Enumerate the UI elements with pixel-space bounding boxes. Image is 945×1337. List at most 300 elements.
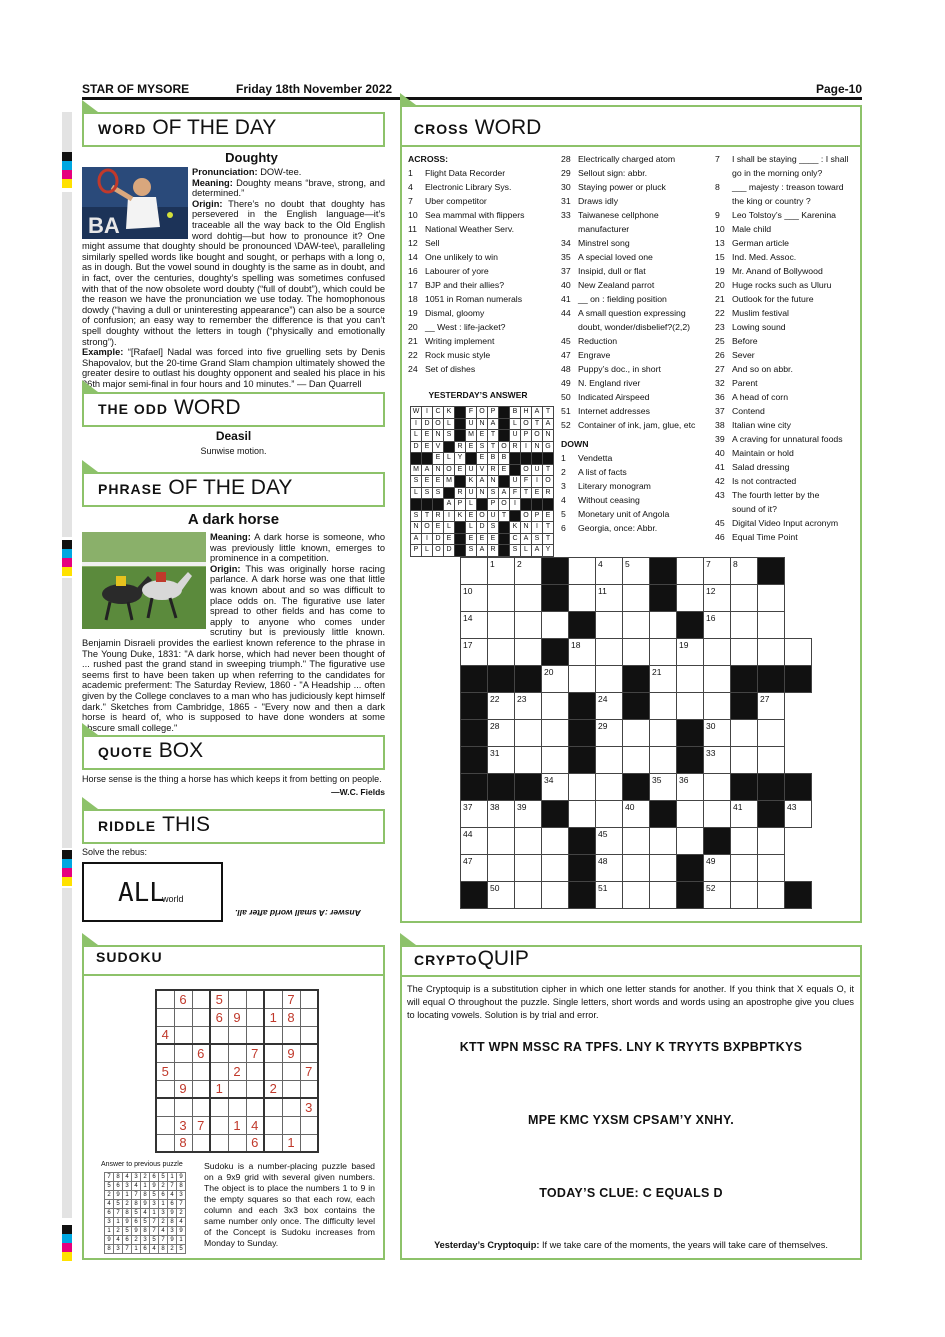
clue-text: I shall be staying ____ : I shall: [732, 154, 849, 164]
clue-item: [715, 250, 860, 264]
black-cell: [510, 510, 521, 522]
black-cell: [455, 522, 466, 534]
answer-cell: U: [510, 430, 521, 442]
phrase-text: Meaning: A dark horse is someone, who was previously little known, emerges to prominence in a competition. Origin: This was originally horse racing parlance. A dark horse was one that little was known about and so was difficult to place odds on. The figurative use later spread to other fields and has come to apply to anyone who comes under scrutiny but is previously little known. Benjamin Disraeli provides the earliest known reference to the phrase in The Young Duke, 1831: "A dark horse, which had never been thought of ... rushed past the grand stand in sweeping triumph." The figurative use seems first to have been taken up when referring to the candidates for academic preferment: The Saturday Review, 1860 - "A Headship ... often given by the College conclaves to a man who has judiciously kept himself dark." Sketches from Cambridge, 1865 - "Every now and then a dark horse is heard of, who is supposed to have done wonders at some obscure small college.": [82, 532, 385, 733]
clue-item: [715, 334, 860, 348]
clue-text: Sell: [425, 238, 440, 248]
clue-text: Mr. Anand of Bollywood: [732, 266, 823, 276]
quote-text: Horse sense is the thing a horse has which keeps it from betting on people.: [82, 774, 382, 784]
sudoku-cell: [156, 1008, 174, 1026]
answer-cell: 4: [150, 1245, 159, 1254]
clue-text: Monetary unit of Angola: [578, 509, 670, 519]
crossword-cell: [731, 855, 758, 882]
crossword-cell: [731, 828, 758, 855]
black-cell: [731, 774, 758, 801]
black-cell: [455, 407, 466, 419]
answer-cell: S: [433, 487, 444, 499]
crossword-cell: [677, 666, 704, 693]
clue-item: [408, 250, 558, 264]
sudoku-cell: [282, 1098, 300, 1116]
clue-number: 51: [561, 406, 571, 416]
answer-cell: W: [411, 407, 422, 419]
answer-cell: 5: [132, 1209, 141, 1218]
black-cell: [444, 487, 455, 499]
clue-text: Insipid, dull or flat: [578, 266, 646, 276]
sudoku-cell: 7: [282, 990, 300, 1008]
answer-cell: 8: [114, 1173, 123, 1182]
clue-text: Taiwanese cellphone: [578, 210, 659, 220]
answer-cell: O: [521, 418, 532, 430]
answer-cell: I: [422, 533, 433, 545]
answer-cell: 8: [132, 1200, 141, 1209]
clue-number: 52: [561, 420, 571, 430]
sudoku-cell: [228, 1080, 246, 1098]
black-cell: [650, 585, 677, 612]
answer-cell: O: [543, 476, 554, 488]
crossword-cell: [650, 693, 677, 720]
word-of-day-text: Pronunciation: DOW-tee. Meaning: Doughty means “brave, strong, and determined.” Origin: There’s no doubt that doughty has persevered in the English language—it’s traceable all the way back to the Old English word dohtig—but how to pronounce it? One might assume that doughty should be pronounced \DAW-tee\, paralleling similarly spelled words like bought and sought, or perhaps with a long o, as in dough. But the vowel sound in doughty is the same as in doubt, and in fact, over the centuries, doughty’s spelling was sometimes confused with that of the now obsolete word doubty (“full of doubt”), which could be the reason we have the pronunciation we use today. The homophonous dowdy (“having a dull or uninteresting appearance”) can also be a source of confusion; an easy way to remember the difference is that you can’t spell doughty without the letters in tough (“physically and emotionally strong”). Example: “[Rafael] Nadal was forced into five gruelling sets by Denis Shapovalov, but the 20-time Grand Slam champion ultimately showed the greater desire to outlast his doughty opponent and sealed his place in his 36th major semi-final in four hours and 10 minutes.” — Dan Quarrell: [82, 167, 385, 389]
odd-word-definition: Sunwise motion.: [200, 446, 267, 456]
answer-cell: I: [411, 418, 422, 430]
answer-cell: 9: [150, 1182, 159, 1191]
clue-item: [561, 493, 711, 507]
sudoku-cell: 7: [192, 1116, 210, 1134]
clue-item: go in the morning only?: [732, 168, 823, 178]
crossword-cell: 30: [704, 720, 731, 747]
sudoku-cell: [282, 1116, 300, 1134]
clue-number: 44: [561, 308, 571, 318]
color-registration-marks: [62, 540, 72, 576]
black-cell: [411, 499, 422, 511]
clue-item: [561, 348, 711, 362]
sudoku-cell: 6: [174, 990, 192, 1008]
crossword-cell: [488, 828, 515, 855]
black-cell: [677, 747, 704, 774]
clue-number: 47: [561, 350, 571, 360]
crossword-cell: [731, 585, 758, 612]
clue-text: A list of facts: [578, 467, 627, 477]
clue-item: [561, 418, 711, 432]
sudoku-cell: [192, 1098, 210, 1116]
sudoku-cell: [282, 1062, 300, 1080]
clue-number: 46: [715, 532, 725, 542]
crossword-cell: [704, 639, 731, 666]
crossword-cell: [731, 747, 758, 774]
clue-number: 7: [408, 196, 413, 206]
clue-text: Sea mammal with flippers: [425, 210, 525, 220]
clue-item: [715, 152, 860, 166]
sudoku-cell: 6: [210, 1008, 228, 1026]
answer-cell: Y: [543, 545, 554, 557]
clue-item: [715, 530, 860, 544]
answer-cell: O: [433, 418, 444, 430]
clue-number: 8: [715, 182, 720, 192]
clue-text: Huge rocks such as Uluru: [732, 280, 832, 290]
clue-text: Equal Time Point: [732, 532, 798, 542]
crossword-cell: [515, 882, 542, 909]
crossword-cell: 49: [704, 855, 731, 882]
answer-cell: E: [466, 441, 477, 453]
sudoku-cell: [246, 1098, 264, 1116]
sudoku-cell: [174, 1026, 192, 1044]
clue-text: A small question expressing: [578, 308, 686, 318]
yesterday-cryptoquip: Yesterday’s Cryptoquip: If we take care of the moments, the years will take care of themselves.: [434, 1240, 828, 1250]
crossword-cell: [515, 855, 542, 882]
riddle-title-box: RIDDLE THIS: [82, 809, 385, 844]
answer-cell: L: [466, 522, 477, 534]
riddle-answer-upside-down: Answer :A small world after all.: [235, 908, 361, 918]
clue-number: 22: [715, 308, 725, 318]
clue-number: 31: [561, 196, 571, 206]
sudoku-cell: [228, 1098, 246, 1116]
answer-cell: H: [521, 407, 532, 419]
answer-cell: 1: [177, 1236, 186, 1245]
black-cell: [461, 882, 488, 909]
answer-cell: E: [477, 453, 488, 465]
clue-item: [561, 507, 711, 521]
black-cell: [499, 476, 510, 488]
answer-cell: O: [532, 430, 543, 442]
clue-number: 3: [561, 481, 566, 491]
answer-cell: A: [521, 533, 532, 545]
clue-number: 6: [561, 523, 566, 533]
black-cell: [455, 418, 466, 430]
sudoku-cell: [156, 1116, 174, 1134]
clue-item: [408, 236, 558, 250]
sudoku-cell: [174, 1098, 192, 1116]
answer-cell: U: [532, 464, 543, 476]
answer-cell: 3: [150, 1200, 159, 1209]
word-of-day-word: Doughty: [225, 150, 278, 165]
clue-number: 20: [408, 322, 418, 332]
sudoku-cell: [264, 1044, 282, 1062]
sudoku-cell: [228, 990, 246, 1008]
answer-cell: T: [488, 430, 499, 442]
crossword-cell: 29: [596, 720, 623, 747]
clue-item: [408, 194, 558, 208]
sudoku-cell: 2: [264, 1080, 282, 1098]
answer-cell: 9: [168, 1209, 177, 1218]
answer-cell: 9: [168, 1236, 177, 1245]
clue-number: 48: [561, 364, 571, 374]
sudoku-cell: 1: [228, 1116, 246, 1134]
answer-cell: N: [521, 522, 532, 534]
sudoku-cell: [192, 1008, 210, 1026]
answer-cell: C: [510, 533, 521, 545]
clue-text: German article: [732, 238, 789, 248]
clue-number: 15: [715, 252, 725, 262]
sudoku-description: Sudoku is a number-placing puzzle based on a 9x9 grid with several given numbers. The object is to place the numbers 1 to 9 in the empty squares so that each row, each column and each 3x3 box contains the same number only once. The difficulty level of the Concept is Sudoku increases from Monday to Sunday.: [204, 1161, 375, 1248]
cryptoquip-title-bar: CRYPTOQUIP: [400, 945, 862, 977]
answer-cell: D: [444, 545, 455, 557]
black-cell: [785, 882, 812, 909]
crossword-cell: [650, 612, 677, 639]
answer-cell: Y: [455, 453, 466, 465]
clue-text: Engrave: [578, 350, 611, 360]
crossword-cell: 10: [461, 585, 488, 612]
clue-number: 11: [408, 224, 418, 234]
answer-cell: 8: [141, 1191, 150, 1200]
black-cell: [623, 774, 650, 801]
crossword-cell: [677, 828, 704, 855]
crossword-cell: 43: [785, 801, 812, 828]
black-cell: [569, 720, 596, 747]
black-cell: [455, 476, 466, 488]
answer-cell: E: [422, 441, 433, 453]
crossword-cell: [623, 882, 650, 909]
answer-cell: P: [411, 545, 422, 557]
black-cell: [455, 545, 466, 557]
crossword-cell: [704, 801, 731, 828]
word-of-day-title-box: WORD OF THE DAY: [82, 112, 385, 147]
sudoku-cell: 5: [210, 990, 228, 1008]
answer-cell: O: [521, 510, 532, 522]
margin-bar: [62, 578, 72, 848]
answer-cell: L: [422, 545, 433, 557]
sudoku-cell: 8: [174, 1134, 192, 1152]
clue-item: [715, 278, 860, 292]
black-cell: [466, 453, 477, 465]
clue-item: [715, 180, 860, 194]
sudoku-cell: 9: [282, 1044, 300, 1062]
clue-item: [715, 292, 860, 306]
crossword-cell: 20: [542, 666, 569, 693]
quote-title-box: QUOTE BOX: [82, 735, 385, 770]
answer-cell: 7: [168, 1182, 177, 1191]
sudoku-cell: [300, 990, 318, 1008]
clue-number: 41: [715, 462, 725, 472]
clue-item: [561, 208, 711, 222]
answer-cell: 3: [141, 1236, 150, 1245]
margin-bar: [62, 112, 72, 152]
answer-cell: 4: [177, 1218, 186, 1227]
answer-cell: E: [499, 464, 510, 476]
answer-cell: L: [444, 522, 455, 534]
black-cell: [543, 499, 554, 511]
answer-cell: E: [532, 487, 543, 499]
sudoku-cell: [192, 1080, 210, 1098]
crossword-cell: [650, 855, 677, 882]
clue-number: 28: [561, 154, 571, 164]
crossword-cell: 12: [704, 585, 731, 612]
crossword-cell: [704, 774, 731, 801]
answer-cell: P: [532, 510, 543, 522]
black-cell: [569, 882, 596, 909]
corner-triangle: [82, 723, 98, 735]
sudoku-cell: 1: [264, 1008, 282, 1026]
answer-cell: O: [499, 499, 510, 511]
phrase-of-day: A dark horse: [187, 511, 280, 528]
clue-item: [715, 488, 860, 502]
answer-cell: 9: [123, 1218, 132, 1227]
answer-cell: 9: [114, 1191, 123, 1200]
answer-cell: C: [433, 407, 444, 419]
answer-cell: 6: [150, 1173, 159, 1182]
clue-text: Literary monogram: [578, 481, 651, 491]
answer-cell: N: [433, 464, 444, 476]
clue-number: 7: [715, 154, 720, 164]
answer-cell: 8: [168, 1218, 177, 1227]
sudoku-cell: 7: [246, 1044, 264, 1062]
crossword-cell: [623, 585, 650, 612]
sudoku-cell: [246, 990, 264, 1008]
sudoku-cell: [210, 1116, 228, 1134]
black-cell: [569, 828, 596, 855]
clue-text: Container of ink, jam, glue, etc: [578, 420, 696, 430]
rebus-big-word: ALL: [118, 878, 165, 908]
clue-text: Indicated Airspeed: [578, 392, 650, 402]
black-cell: [569, 693, 596, 720]
answer-cell: 2: [132, 1236, 141, 1245]
clue-number: 26: [715, 350, 725, 360]
clue-item: [561, 362, 711, 376]
answer-cell: I: [532, 476, 543, 488]
answer-cell: 7: [123, 1245, 132, 1254]
answer-cell: 7: [132, 1191, 141, 1200]
black-cell: [510, 453, 521, 465]
black-cell: [488, 666, 515, 693]
answer-cell: E: [466, 533, 477, 545]
crossword-cell: [650, 720, 677, 747]
clue-item: [715, 474, 860, 488]
crossword-cell: 36: [677, 774, 704, 801]
black-cell: [521, 453, 532, 465]
answer-cell: E: [477, 533, 488, 545]
answer-cell: M: [444, 476, 455, 488]
clue-number: 10: [408, 210, 418, 220]
answer-cell: B: [488, 453, 499, 465]
answer-cell: A: [411, 533, 422, 545]
sudoku-cell: [264, 1134, 282, 1152]
answer-cell: R: [455, 441, 466, 453]
clue-text: Vendetta: [578, 453, 613, 463]
answer-cell: N: [477, 487, 488, 499]
crossword-title-bar: CROSS WORD: [400, 112, 862, 147]
answer-cell: 8: [105, 1245, 114, 1254]
answer-cell: R: [488, 464, 499, 476]
crossword-cell: [596, 801, 623, 828]
across-clues-col2: [561, 152, 711, 535]
clue-text: A head of corn: [732, 392, 789, 402]
clue-item: [561, 194, 711, 208]
crossword-cell: [515, 720, 542, 747]
answer-cell: 8: [141, 1227, 150, 1236]
corner-triangle: [82, 797, 98, 809]
black-cell: [758, 774, 785, 801]
crossword-cell: [596, 612, 623, 639]
answer-cell: 5: [141, 1218, 150, 1227]
answer-cell: F: [466, 407, 477, 419]
clue-item: [561, 465, 711, 479]
clue-item: [715, 404, 860, 418]
crossword-cell: 8: [731, 558, 758, 585]
clue-item: [715, 516, 860, 530]
answer-cell: S: [466, 545, 477, 557]
clue-number: 40: [715, 448, 725, 458]
clue-text: Writing implement: [425, 336, 495, 346]
crossword-cell: [758, 585, 785, 612]
clue-number: 42: [715, 476, 725, 486]
clue-item: [408, 166, 558, 180]
crossword-cell: [731, 612, 758, 639]
sudoku-cell: 2: [228, 1062, 246, 1080]
answer-cell: 1: [150, 1209, 159, 1218]
black-cell: [677, 612, 704, 639]
clue-text: Maintain or hold: [732, 448, 794, 458]
cryptoquip-clue: TODAY’S CLUE: C EQUALS D: [539, 1186, 723, 1200]
sudoku-cell: [174, 1008, 192, 1026]
clue-text: Uber competitor: [425, 196, 487, 206]
crossword-cell: [731, 882, 758, 909]
clue-item: [715, 418, 860, 432]
corner-triangle: [400, 93, 416, 105]
answer-cell: F: [510, 487, 521, 499]
answer-cell: 6: [132, 1218, 141, 1227]
clue-number: 4: [561, 495, 566, 505]
answer-cell: P: [521, 430, 532, 442]
clue-number: 17: [408, 280, 418, 290]
black-cell: [677, 882, 704, 909]
answer-cell: N: [532, 441, 543, 453]
answer-cell: 6: [105, 1209, 114, 1218]
clue-number: 22: [408, 350, 418, 360]
clue-number: 4: [408, 182, 413, 192]
clue-number: 36: [715, 392, 725, 402]
crossword-cell: [758, 612, 785, 639]
clue-text: Internet addresses: [578, 406, 650, 416]
answer-cell: P: [455, 499, 466, 511]
clue-text: Rock music style: [425, 350, 491, 360]
crossword-cell: 41: [731, 801, 758, 828]
clue-number: 30: [561, 182, 571, 192]
answer-cell: 1: [132, 1245, 141, 1254]
sudoku-cell: [246, 1062, 264, 1080]
crossword-cell: [731, 720, 758, 747]
answer-cell: 5: [150, 1191, 159, 1200]
sudoku-cell: [192, 1026, 210, 1044]
clue-item: [715, 348, 860, 362]
crossword-cell: [623, 612, 650, 639]
crossword-cell: 22: [488, 693, 515, 720]
sudoku-cell: [228, 1026, 246, 1044]
crossword-cell: [596, 774, 623, 801]
crossword-cell: [677, 558, 704, 585]
sudoku-cell: [300, 1080, 318, 1098]
black-cell: [569, 612, 596, 639]
black-cell: [461, 774, 488, 801]
clue-text: Dismal, gloomy: [425, 308, 485, 318]
crossword-cell: [650, 828, 677, 855]
answer-cell: I: [510, 499, 521, 511]
answer-cell: N: [543, 430, 554, 442]
answer-cell: S: [444, 430, 455, 442]
clue-number: 10: [715, 224, 725, 234]
sudoku-cell: [210, 1134, 228, 1152]
sudoku-cell: 8: [282, 1008, 300, 1026]
clue-number: 9: [715, 210, 720, 220]
clue-text: __ on : fielding position: [578, 294, 667, 304]
answer-cell: F: [521, 476, 532, 488]
clue-item: [561, 451, 711, 465]
crossword-cell: [569, 558, 596, 585]
answer-cell: I: [422, 407, 433, 419]
answer-cell: 1: [114, 1218, 123, 1227]
across-clues-col1: [408, 152, 558, 376]
clue-text: Georgia, once: Abbr.: [578, 523, 658, 533]
answer-cell: U: [510, 476, 521, 488]
clue-text: Staying power or pluck: [578, 182, 666, 192]
crossword-cell: 17: [461, 639, 488, 666]
